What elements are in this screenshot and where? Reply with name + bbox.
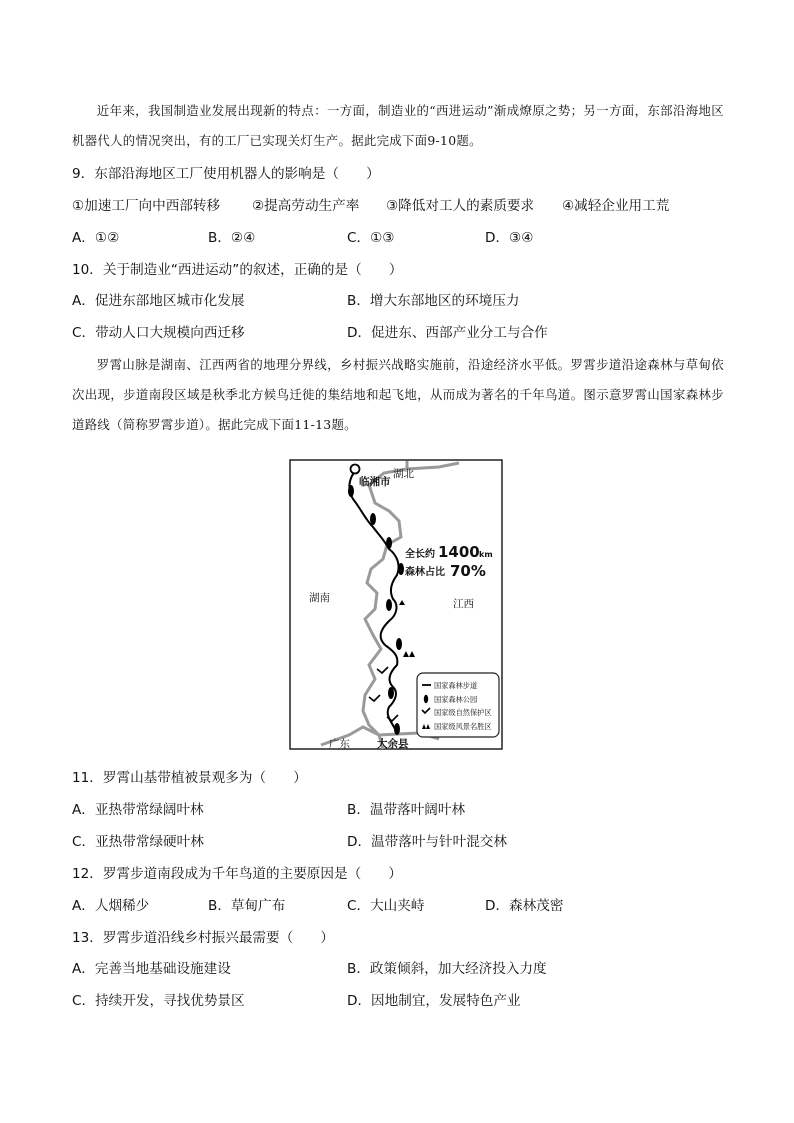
forest-park-marker <box>348 485 354 497</box>
question-13-stem: 13．罗霄步道沿线乡村振兴最需要（ ） <box>72 930 334 946</box>
passage-luoxiao: 罗霄山脉是湖南、江西两省的地理分界线，乡村振兴战略实施前，沿途经济水平低。罗霄步道沿途森林与草甸依次出现，步道南段区域是秋季北方候鸟迁徙的集结地和起飞地，从而成为著名的千年鸟道。图示意罗霄山国家森林步道路线（简称罗霄步道）。据此完成下面11-13题。 <box>72 357 724 432</box>
question-11-option-c[interactable]: C．亚热带常绿硬叶林 <box>72 834 204 850</box>
label-hubei: 湖北 <box>393 468 414 480</box>
question-13-option-c[interactable]: C．持续开发，寻找优势景区 <box>72 993 245 1009</box>
question-10-option-a[interactable]: A．促进东部地区城市化发展 <box>72 293 245 309</box>
forest-park-marker <box>394 723 400 735</box>
question-12-option-a[interactable]: A．人烟稀少 <box>72 898 150 914</box>
forest-park-marker <box>396 638 402 650</box>
legend-forest-park-icon <box>424 695 428 703</box>
forest-park-marker <box>398 563 404 575</box>
stat-length-label: 全长约 <box>405 549 435 560</box>
question-11-option-d[interactable]: D．温带落叶与针叶混交林 <box>347 834 507 850</box>
question-11-option-a[interactable]: A．亚热带常绿阔叶林 <box>72 802 204 818</box>
label-dayu: 大余县 <box>377 738 409 750</box>
forest-park-marker <box>386 537 392 549</box>
question-13-option-a[interactable]: A．完善当地基础设施建设 <box>72 961 231 977</box>
question-12-option-b[interactable]: B．草甸广布 <box>208 898 286 914</box>
question-9-stem: 9．东部沿海地区工厂使用机器人的影响是（ ） <box>72 166 380 182</box>
question-10-option-c[interactable]: C．带动人口大规模向西迁移 <box>72 325 245 341</box>
question-11-option-b[interactable]: B．温带落叶阔叶林 <box>347 802 466 818</box>
legend-item-forest-park: 国家森林公园 <box>434 695 478 704</box>
question-12-stem: 12．罗霄步道南段成为千年鸟道的主要原因是（ ） <box>72 866 402 882</box>
luoxiao-trail-map <box>289 459 503 750</box>
legend-item-scenic-area: 国家级风景名胜区 <box>434 722 492 731</box>
label-jiangxi: 江西 <box>453 598 474 610</box>
question-9-item-4: ④减轻企业用工荒 <box>562 198 670 214</box>
question-10-option-d[interactable]: D．促进东、西部产业分工与合作 <box>347 325 548 341</box>
legend-item-trail: 国家森林步道 <box>434 681 478 690</box>
question-9-option-c[interactable]: C．①③ <box>347 230 395 246</box>
question-12-option-c[interactable]: C．大山夹峙 <box>347 898 425 914</box>
stat-length-value: 1400 <box>438 543 480 561</box>
label-hunan: 湖南 <box>309 592 330 604</box>
question-9-item-2: ②提高劳动生产率 <box>252 198 360 214</box>
label-linxiang: 临湘市 <box>359 476 391 488</box>
passage-manufacturing: 近年来，我国制造业发展出现新的特点：一方面，制造业的“西进运动”渐成燎原之势；另一方面，东部沿海地区机器代人的情况突出，有的工厂已实现关灯生产。据此完成下面9-10题。 <box>72 103 724 148</box>
question-9-item-1: ①加速工厂向中西部转移 <box>72 198 221 214</box>
stat-forest-value: 70% <box>450 562 486 580</box>
question-11-stem: 11．罗霄山基带植被景观多为（ ） <box>72 770 307 786</box>
question-9-option-b[interactable]: B．②④ <box>208 230 256 246</box>
label-guangdong: 广东 <box>329 738 350 750</box>
question-13-option-b[interactable]: B．政策倾斜，加大经济投入力度 <box>347 961 547 977</box>
question-10-option-b[interactable]: B．增大东部地区的环境压力 <box>347 293 520 309</box>
forest-park-marker <box>386 599 392 611</box>
legend-item-nature-reserve: 国家级自然保护区 <box>434 708 492 717</box>
question-9-item-3: ③降低对工人的素质要求 <box>386 198 535 214</box>
question-12-option-d[interactable]: D．森林茂密 <box>485 898 564 914</box>
stat-length-unit: km <box>479 550 493 559</box>
map-legend <box>417 673 499 737</box>
question-9-option-a[interactable]: A．①② <box>72 230 120 246</box>
question-10-stem: 10．关于制造业“西进运动”的叙述，正确的是（ ） <box>72 262 403 278</box>
stat-forest-label: 森林占比 <box>405 567 445 578</box>
question-13-option-d[interactable]: D．因地制宜，发展特色产业 <box>347 993 521 1009</box>
trail-start-point <box>351 465 360 474</box>
question-9-option-d[interactable]: D．③④ <box>485 230 534 246</box>
forest-park-marker <box>370 513 376 525</box>
forest-park-marker <box>388 687 394 699</box>
